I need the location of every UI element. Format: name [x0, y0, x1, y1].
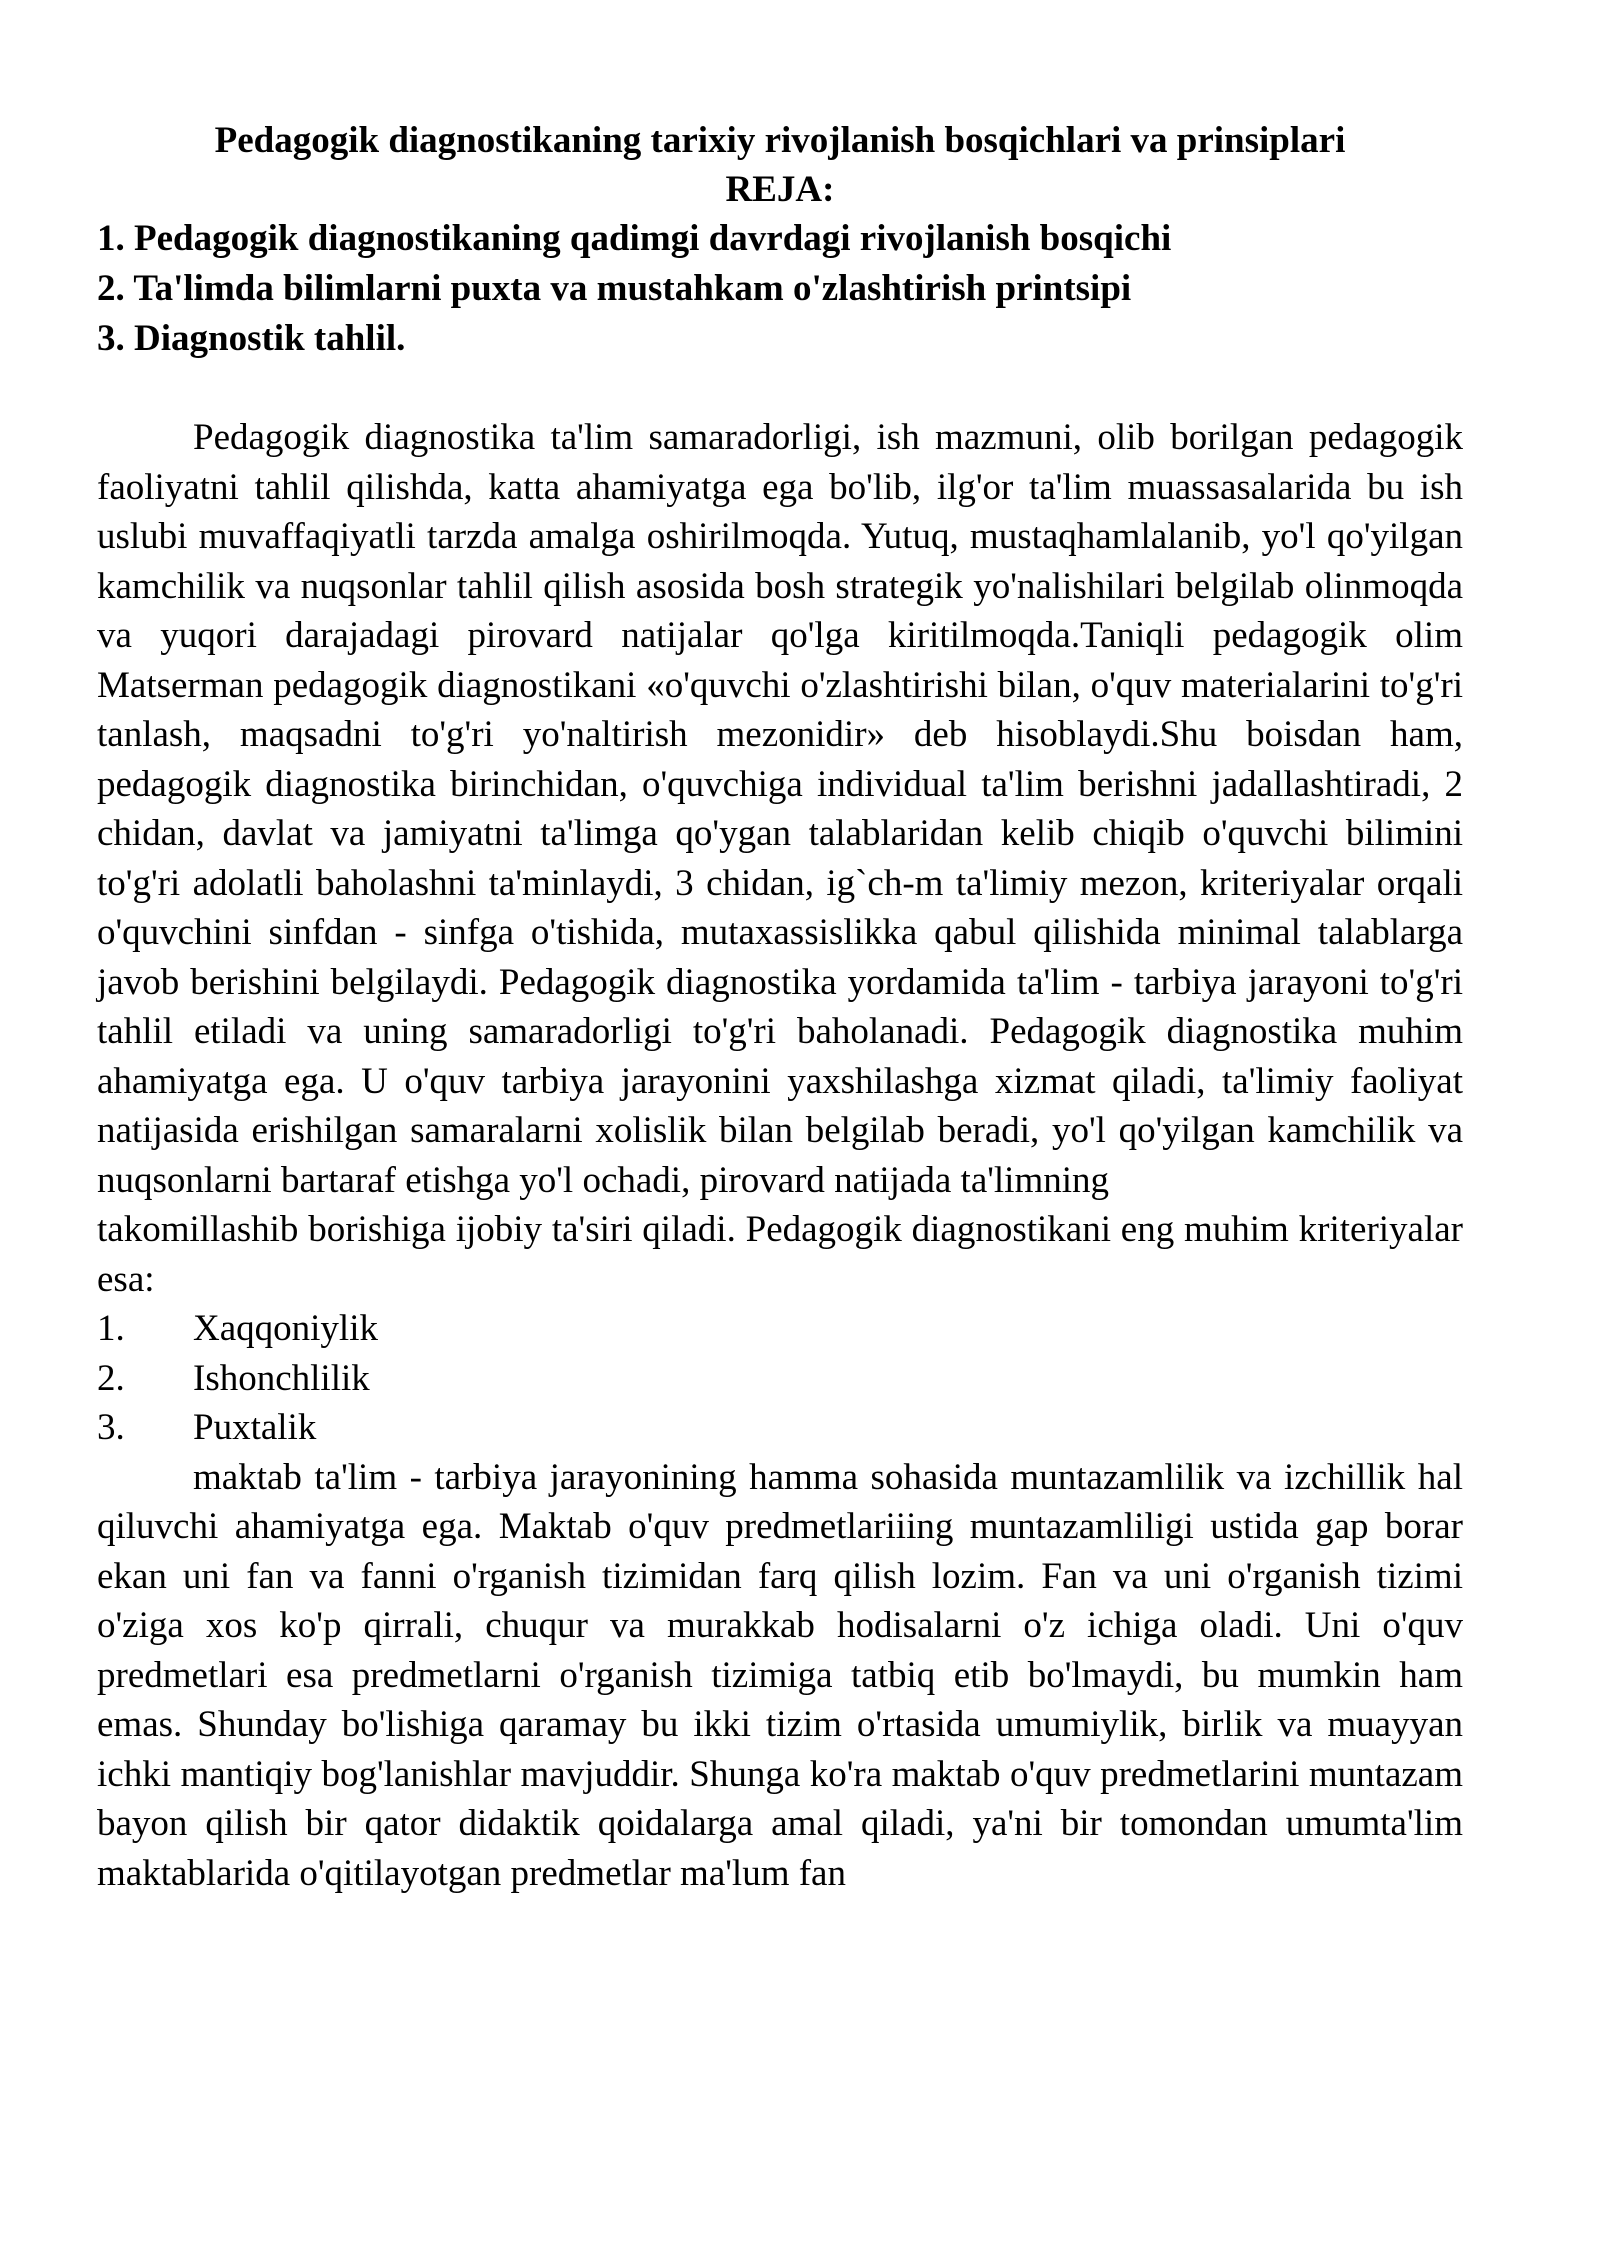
plan-item: 1. Pedagogik diagnostikaning qadimgi davrdagi rivojlanish bosqichi: [97, 218, 1172, 259]
body-paragraph: takomillashib borishiga ijobiy ta'siri qiladi. Pedagogik diagnostikani eng muhim kriteriyalar esa:: [97, 1209, 1463, 1300]
criteria-list: [97, 1304, 1463, 1453]
criteria-number: 2.: [97, 1357, 125, 1399]
plan-item: 3. Diagnostik tahlil.: [97, 318, 406, 359]
criteria-item: [97, 1403, 1463, 1453]
criteria-number: 3.: [97, 1407, 125, 1448]
document-content: [97, 116, 1463, 1898]
body-paragraph: maktab ta'lim - tarbiya jarayonining hamma sohasida muntazamlilik va izchillik hal qiluvchi ahamiyatga ega. Maktab o'quv predmetlariiing muntazamliligi ustida gap borar ekan uni fan va fanni o'rganish tizimidan farq qilish lozim. Fan va uni o'rganish tizimi o'ziga xos ko'p qirrali, chuqur va murakkab hodisalarni o'z ichiga oladi. Uni o'quv predmetlari esa predmetlarni o'rganish tizimiga tatbiq etib bo'lmaydi, bu mumkin ham emas. Shunday bo'lishiga qaramay bu ikki tizim o'rtasida umumiylik, birlik va muayyan ichki mantiqiy bog'lanishlar mavjuddir. Shunga ko'ra maktab o'quv predmetlarini muntazam bayon qilish bir qator didaktik qoidalarga amal qiladi, ya'ni bir tomondan umumta'lim maktablarida o'qitilayotgan predmetlar ma'lum fan: [97, 1456, 1463, 1894]
criteria-text: Ishonchlilik: [193, 1357, 370, 1399]
body-paragraph: Pedagogik diagnostika ta'lim samaradorligi, ish mazmuni, olib borilgan pedagogik faoliyatni tahlil qilishda, katta ahamiyatga ega bo'lib, ilg'or ta'lim muassasalarida bu ish uslubi muvaffaqiyatli tarzda amalga oshirilmoqda. Yutuq, mustaqhamlalanib, yo'l qo'yilgan kamchilik va nuqsonlar tahlil qilish asosida bosh strategik yo'nalishilari belgilab olinmoqda va yuqori darajadagi pirovard natijalar qo'lga kiritilmoqda.Taniqli pedagogik olim Matserman pedagogik diagnostikani «o'quvchi o'zlashtirishi bilan, o'quv materialarini to'g'ri tanlash, maqsadni to'g'ri yo'naltirish mezonidir» deb hisoblaydi.Shu boisdan ham, pedagogik diagnostika birinchidan, o'quvchiga individual ta'lim berishni jadallashtiradi, 2 chidan, davlat va jamiyatni ta'limga qo'ygan talablaridan kelib chiqib o'quvchi bilimini to'g'ri adolatli baholashni ta'minlaydi, 3 chidan, ig`ch-m ta'limiy mezon, kriteriyalar orqali o'quvchini sinfdan - sinfga o'tishida, mutaxassislikka qabul qilishida minimal talablarga javob berishini belgilaydi. Pedagogik diagnostika yordamida ta'lim - tarbiya jarayoni to'g'ri tahlil etiladi va uning samaradorligi to'g'ri baholanadi. Pedagogik diagnostika muhim ahamiyatga ega. U o'quv tarbiya jarayonini yaxshilashga xizmat qiladi, ta'limiy faoliyat natijasida erishilgan samaralarni xolislik bilan belgilab beradi, yo'l qo'yilgan kamchilik va nuqsonlarni bartaraf etishga yo'l ochadi, pirovard natijada ta'limning: [97, 417, 1463, 1201]
criteria-item: [97, 1354, 1463, 1404]
criteria-text: Xaqqoniylik: [193, 1308, 378, 1349]
plan-list: [97, 214, 1463, 364]
criteria-text: Puxtalik: [193, 1407, 317, 1448]
criteria-item: [97, 1304, 1463, 1354]
criteria-number: 1.: [97, 1308, 125, 1349]
plan-item: 2. Ta'limda bilimlarni puxta va mustahkam o'zlashtirish printsipi: [97, 268, 1132, 309]
document-title: Pedagogik diagnostikaning tarixiy rivojlanish bosqichlari va prinsiplari: [214, 120, 1346, 161]
plan-heading: REJA:: [725, 169, 835, 210]
